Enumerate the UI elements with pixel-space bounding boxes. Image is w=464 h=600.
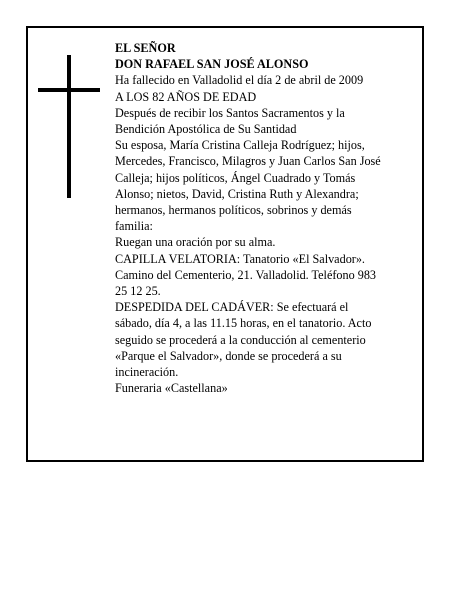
family-line: Mercedes, Francisco, Milagros y Juan Carlos San José bbox=[115, 154, 381, 169]
farewell-line: DESPEDIDA DEL CADÁVER: Se efectuará el bbox=[115, 300, 349, 315]
sacraments-line: Después de recibir los Santos Sacramentos y la bbox=[115, 105, 345, 120]
cross-horizontal-bar bbox=[38, 88, 100, 92]
farewell-line: incineración. bbox=[115, 365, 179, 380]
sacraments-line: Bendición Apostólica de Su Santidad bbox=[115, 122, 297, 137]
chapel-line: CAPILLA VELATORIA: Tanatorio «El Salvador». bbox=[115, 251, 365, 266]
family-line: Alonso; nietos, David, Cristina Ruth y Alexandra; bbox=[115, 186, 359, 201]
death-line: Ha fallecido en Valladolid el día 2 de abril de 2009 bbox=[115, 73, 364, 88]
title-line: EL SEÑOR bbox=[115, 41, 176, 55]
family-line: hermanos, hermanos políticos, sobrinos y demás bbox=[115, 203, 352, 218]
prayer-line: Ruegan una oración por su alma. bbox=[115, 235, 276, 250]
chapel-line: Camino del Cementerio, 21. Valladolid. Teléfono 983 bbox=[115, 267, 377, 282]
obituary-notice bbox=[26, 26, 424, 462]
funeral-home-line: Funeraria «Castellana» bbox=[115, 381, 228, 396]
chapel-line: 25 12 25. bbox=[115, 284, 161, 299]
latin-cross-icon bbox=[38, 55, 100, 198]
cross-vertical-bar bbox=[67, 55, 71, 198]
farewell-line: sábado, día 4, a las 11.15 horas, en el tanatorio. Acto bbox=[115, 316, 372, 331]
obituary-text bbox=[115, 40, 417, 396]
age-line: A LOS 82 AÑOS DE EDAD bbox=[115, 89, 257, 104]
family-line: familia: bbox=[115, 219, 153, 234]
farewell-line: «Parque el Salvador», donde se procederá a su bbox=[115, 348, 342, 363]
deceased-name: DON RAFAEL SAN JOSÉ ALONSO bbox=[115, 57, 309, 72]
family-line: Su esposa, María Cristina Calleja Rodríguez; hijos, bbox=[115, 138, 365, 153]
family-line: Calleja; hijos políticos, Ángel Cuadrado y Tomás bbox=[115, 170, 356, 185]
farewell-line: seguido se procederá a la conducción al cementerio bbox=[115, 332, 366, 347]
